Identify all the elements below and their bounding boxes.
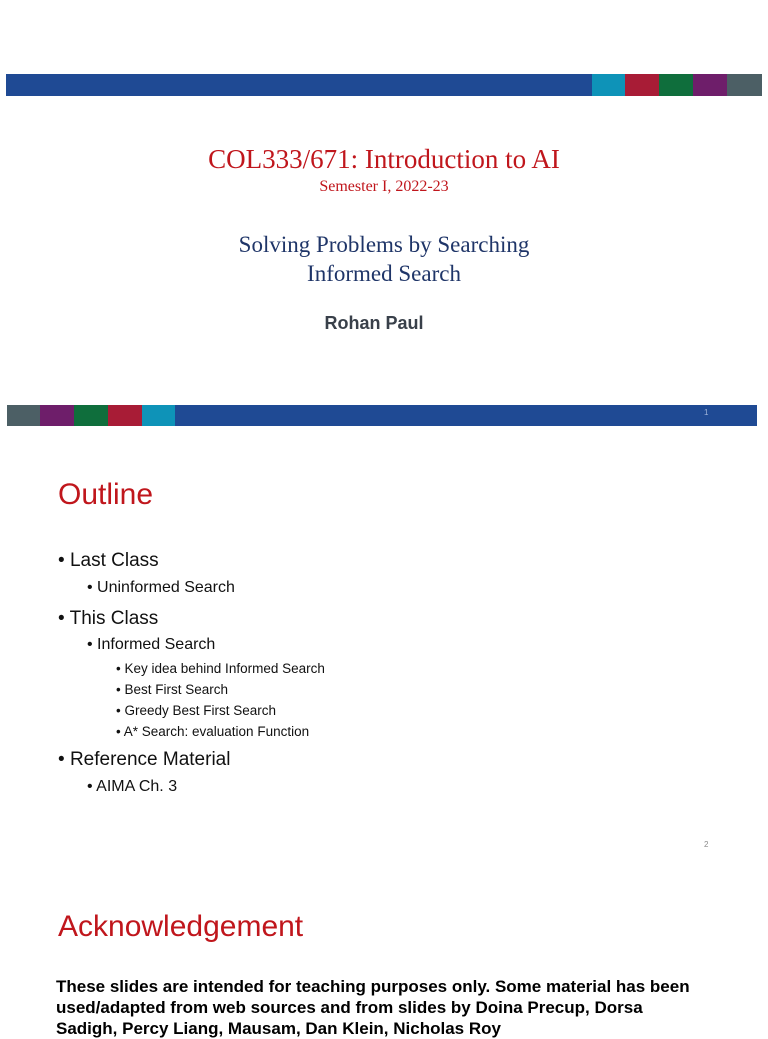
author-name: Rohan Paul — [324, 313, 424, 333]
list-item-label: Greedy Best First Search — [124, 703, 277, 718]
course-title: COL333/671: Introduction to AI — [208, 144, 560, 174]
bar-segment-blue — [175, 405, 757, 426]
semester-label: Semester I, 2022-23 — [319, 178, 449, 195]
bar-segment-purple — [40, 405, 74, 426]
list-item-label: Best First Search — [124, 682, 229, 697]
slide-title: Outline — [58, 478, 154, 511]
bar-segment-red — [108, 405, 142, 426]
top-color-bar — [6, 74, 762, 96]
bar-segment-red — [625, 74, 659, 96]
list-item-informed — [87, 636, 215, 654]
topic-title — [0, 230, 768, 288]
list-item-sub — [116, 682, 228, 697]
list-item-label: Reference Material — [69, 749, 231, 770]
list-item-last-class — [58, 550, 159, 572]
list-item-sub — [116, 661, 325, 676]
list-item-label: A* Search: evaluation Function — [123, 724, 310, 739]
bottom-color-bar — [7, 405, 757, 426]
topic-line-1: Solving Problems by Searching — [238, 232, 530, 257]
list-item-label: This Class — [69, 608, 159, 629]
title-slide — [0, 0, 768, 434]
bar-segment-teal — [592, 74, 625, 96]
list-item-sub — [116, 703, 276, 718]
list-item-reference — [58, 749, 230, 771]
bar-segment-blue — [6, 74, 592, 96]
list-item-label: Uninformed Search — [97, 579, 235, 596]
bar-segment-green — [74, 405, 108, 426]
list-item-label: Last Class — [69, 550, 159, 571]
list-item-label: Key idea behind Informed Search — [124, 661, 325, 676]
bar-segment-slate — [727, 74, 762, 96]
list-item-aima — [87, 778, 177, 796]
bar-segment-slate — [7, 405, 40, 426]
page-number: 2 — [704, 840, 709, 849]
list-item-this-class — [58, 608, 158, 630]
page-number: 1 — [704, 408, 709, 417]
bar-segment-purple — [693, 74, 727, 96]
bar-segment-teal — [142, 405, 175, 426]
bar-segment-green — [659, 74, 693, 96]
list-item-sub — [116, 724, 309, 739]
acknowledgement-text: These slides are intended for teaching purposes only. Some material has been used/adapted from web sources and from slides by Doina Precup, Dorsa Sadigh, Percy Liang, Mausam, Dan Klein, Nicholas Roy — [56, 977, 690, 1038]
list-item-label: AIMA Ch. 3 — [96, 778, 178, 795]
acknowledgement-slide — [0, 864, 768, 1038]
topic-line-2: Informed Search — [307, 261, 461, 286]
outline-slide — [0, 434, 768, 864]
list-item-uninformed — [87, 579, 235, 597]
slide-title: Acknowledgement — [58, 910, 304, 943]
list-item-label: Informed Search — [97, 636, 216, 653]
